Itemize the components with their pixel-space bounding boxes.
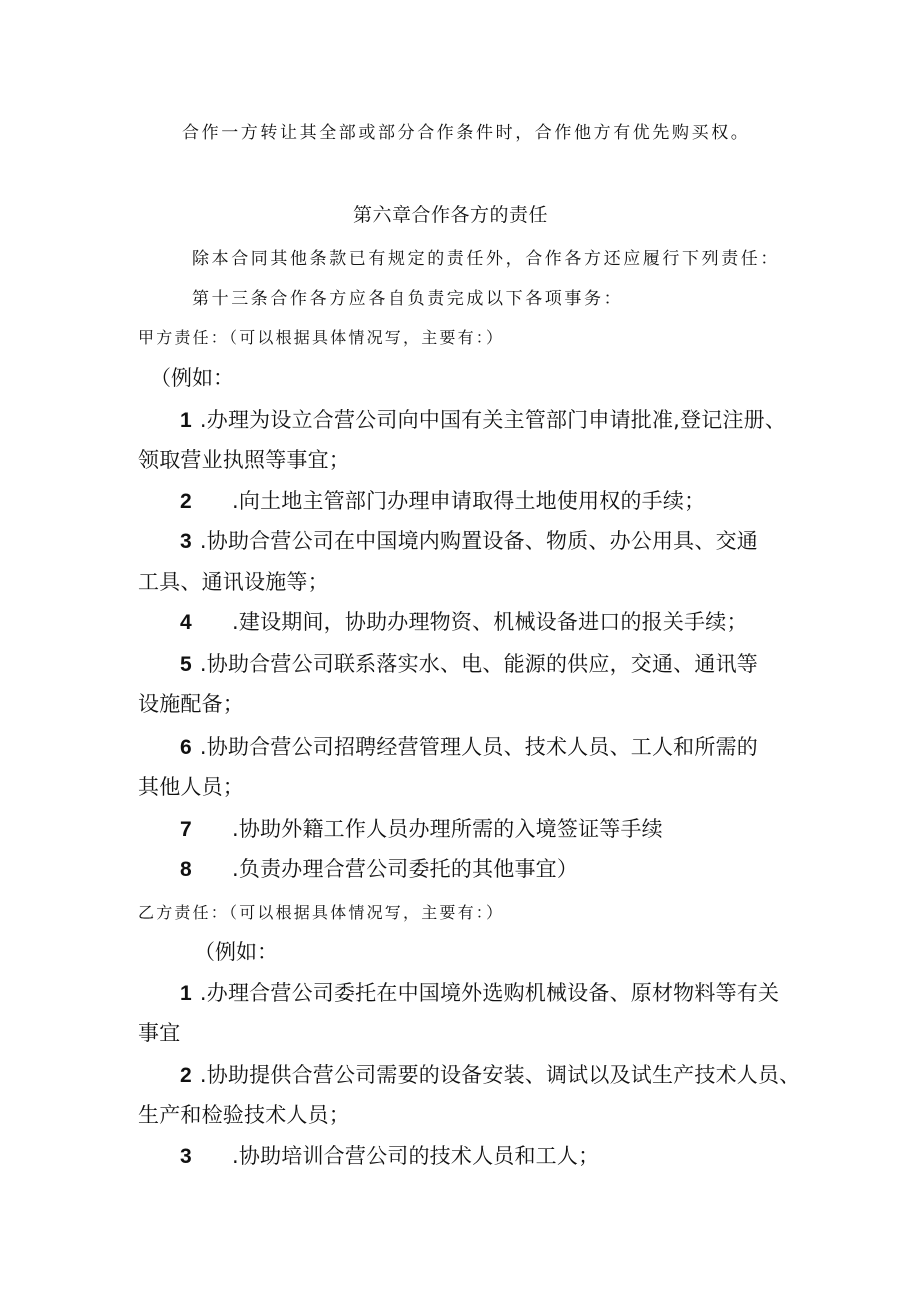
party-a-item-6 bbox=[180, 731, 758, 761]
item-number: 6 bbox=[180, 736, 192, 759]
party-a-item-3-cont: 工具、通讯设施等； bbox=[138, 570, 329, 594]
item-text: .建设期间，协助办理物资、机械设备进口的报关手续； bbox=[232, 610, 748, 634]
item-number: 5 bbox=[180, 653, 192, 676]
party-b-item-3 bbox=[180, 1140, 599, 1170]
item-text: .向土地主管部门办理申请取得土地使用权的手续； bbox=[232, 489, 706, 513]
article-13: 第十三条合作各方应各自负责完成以下各项事务： bbox=[192, 289, 624, 309]
item-number: 3 bbox=[180, 1145, 192, 1168]
party-b-example-label: （例如： bbox=[194, 940, 278, 964]
item-number: 1 bbox=[180, 982, 192, 1005]
item-text: .协助外籍工作人员办理所需的入境签证等手续 bbox=[232, 817, 663, 841]
item-text: .协助提供合营公司需要的设备安装、调试以及试生产技术人员、 bbox=[199, 1063, 801, 1087]
item-text: .负责办理合营公司委托的其他事宜） bbox=[232, 857, 579, 881]
party-a-item-5-cont: 设施配备； bbox=[138, 692, 244, 716]
party-a-item-7 bbox=[180, 813, 663, 843]
party-a-item-8 bbox=[180, 853, 578, 883]
party-b-item-2 bbox=[180, 1059, 800, 1089]
party-a-item-3 bbox=[180, 525, 758, 555]
item-number: 7 bbox=[180, 818, 192, 841]
party-b-heading: 乙方责任：（可以根据具体情况写，主要有：） bbox=[138, 903, 505, 922]
item-text: .协助合营公司联系落实水、电、能源的供应，交通、通讯等 bbox=[199, 652, 758, 676]
item-number: 4 bbox=[180, 611, 192, 634]
party-a-item-6-cont: 其他人员； bbox=[138, 775, 244, 799]
paragraph-transfer: 合作一方转让其全部或部分合作条件时，合作他方有优先购买权。 bbox=[182, 123, 751, 143]
item-number: 8 bbox=[180, 858, 192, 881]
item-number: 2 bbox=[180, 490, 192, 513]
party-b-item-1-cont: 事宜 bbox=[138, 1021, 181, 1045]
party-a-item-1 bbox=[180, 404, 786, 434]
item-number: 3 bbox=[180, 530, 192, 553]
party-a-item-1-cont: 领取营业执照等事宜； bbox=[138, 448, 350, 472]
item-text: .办理合营公司委托在中国境外选购机械设备、原材物料等有关 bbox=[199, 981, 780, 1005]
party-a-heading: 甲方责任：（可以根据具体情况写，主要有：） bbox=[138, 328, 505, 347]
party-b-item-1 bbox=[180, 977, 779, 1007]
item-text: .协助合营公司招聘经营管理人员、技术人员、工人和所需的 bbox=[199, 735, 758, 759]
party-a-item-5 bbox=[180, 648, 758, 678]
party-a-example-label: （例如： bbox=[150, 366, 234, 390]
item-text: .协助培训合营公司的技术人员和工人； bbox=[232, 1144, 600, 1168]
paragraph-intro: 除本合同其他条款已有规定的责任外，合作各方还应履行下列责任： bbox=[192, 249, 780, 269]
chapter-title: 第六章合作各方的责任 bbox=[353, 204, 549, 226]
party-a-item-4 bbox=[180, 606, 748, 636]
item-text: .办理为设立合营公司向中国有关主管部门申请批准,登记注册、 bbox=[199, 408, 787, 432]
party-b-item-2-cont: 生产和检验技术人员； bbox=[138, 1103, 350, 1127]
item-number: 2 bbox=[180, 1064, 192, 1087]
item-text: .协助合营公司在中国境内购置设备、物质、办公用具、交通 bbox=[199, 529, 758, 553]
party-a-item-2 bbox=[180, 485, 705, 515]
item-number: 1 bbox=[180, 409, 192, 432]
